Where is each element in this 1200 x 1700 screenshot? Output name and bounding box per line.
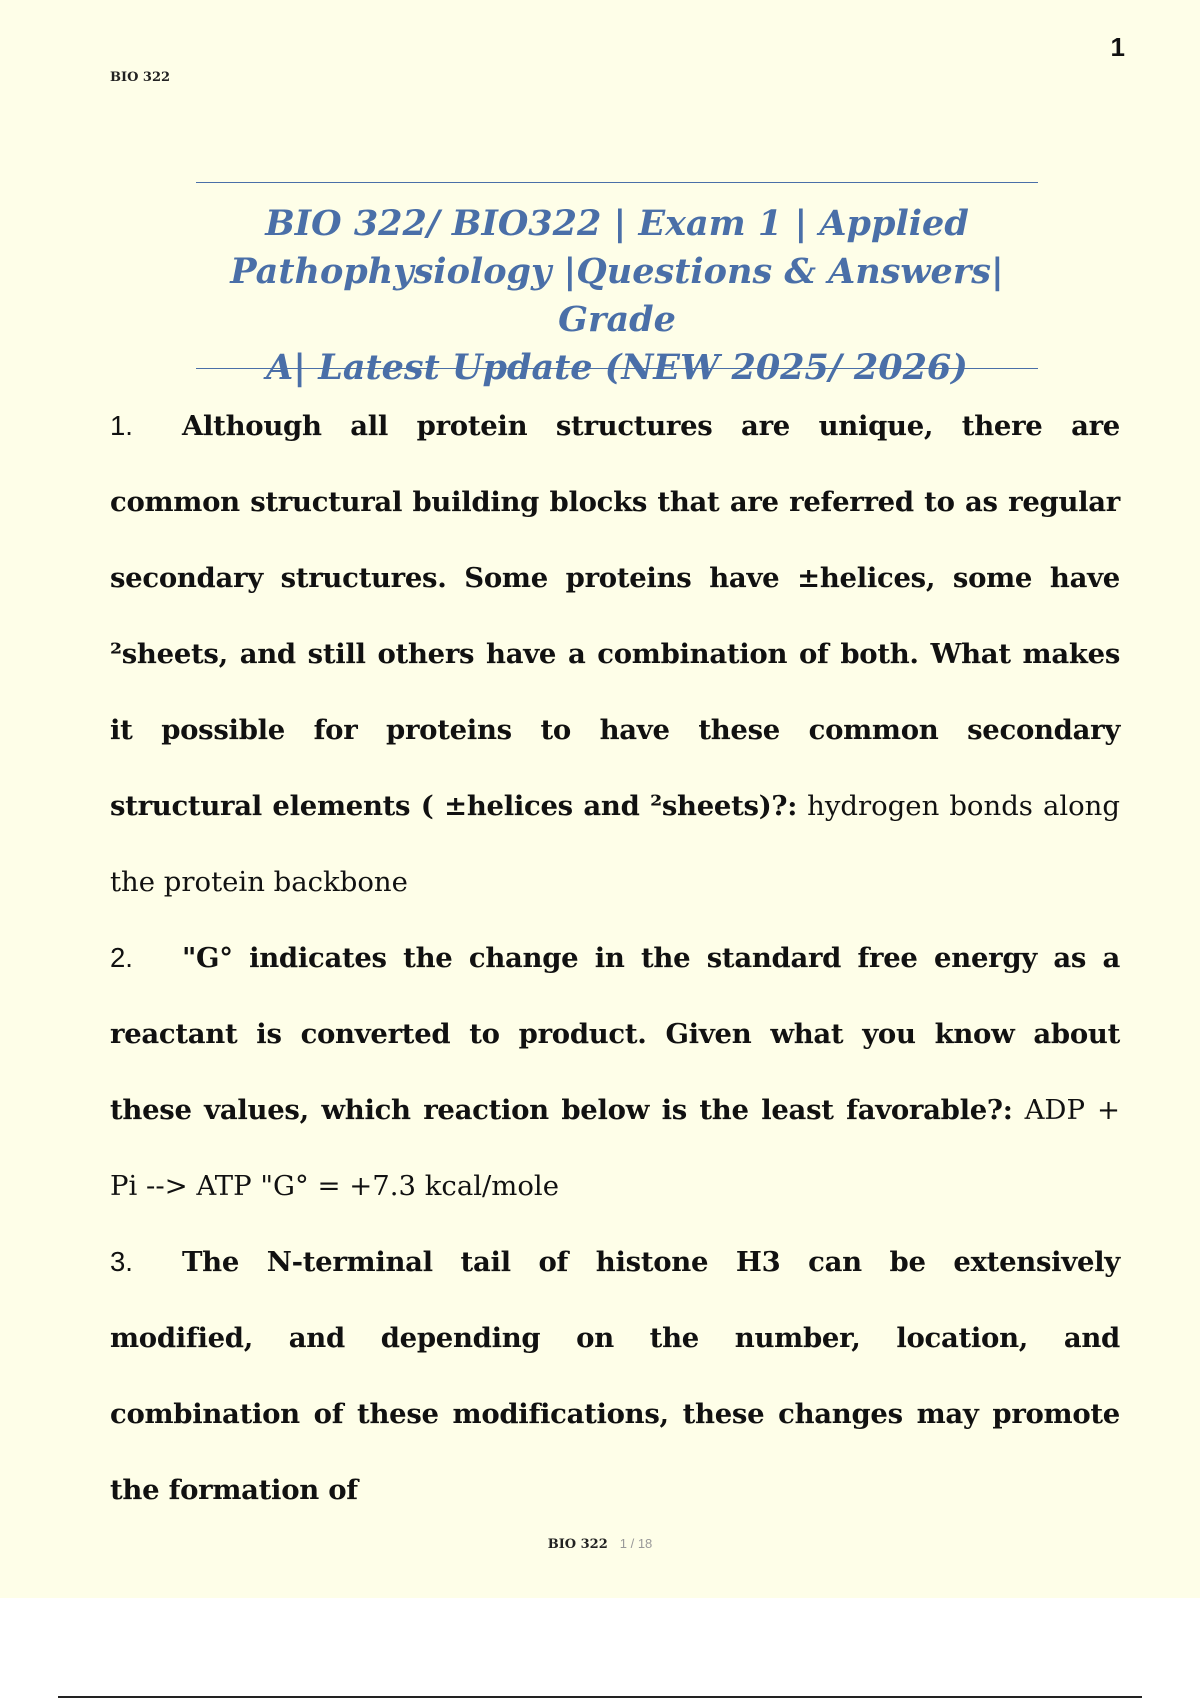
title-rule-bottom xyxy=(196,368,1038,369)
page-number: 1 xyxy=(1110,32,1125,62)
document-title xyxy=(196,200,1038,392)
footer-page-indicator: 1 / 18 xyxy=(619,1536,653,1551)
question-text: The N-terminal tail of histone H3 can be extensively modified, and depending on the number, location, and combination of these modifications, these changes may promote the formation of xyxy=(110,1246,1120,1506)
title-line: BIO 322/ BIO322 | Exam 1 | Applied xyxy=(265,203,969,244)
title-line: Pathophysiology |Questions & Answers| Grade xyxy=(230,251,1004,340)
title-rule-top xyxy=(196,182,1038,183)
footer-label: BIO 322 xyxy=(547,1537,608,1552)
question-text: Although all protein structures are unique, there are common structural building blocks that are referred to as regular secondary structures. Some proteins have ±helices, some have ²sheets, and still others have a combination of both. What makes it possible for proteins to have these common secondary structural elements ( ±helices and ²sheets)?: xyxy=(110,410,1120,822)
title-line: A| Latest Update (NEW 2025/ 2026) xyxy=(266,347,968,388)
question-number: 1. xyxy=(110,410,133,441)
header-label: BIO 322 xyxy=(110,70,171,85)
question-number: 3. xyxy=(110,1246,133,1277)
question-text: "G° indicates the change in the standard free energy as a reactant is converted to product. Given what you know about these values, which reaction below is the least favorable?: xyxy=(110,942,1120,1126)
next-page-rule xyxy=(58,1696,1142,1698)
question-item xyxy=(110,1224,1120,1528)
question-answer: hydrogen bonds along the protein backbone xyxy=(110,790,1121,898)
question-item xyxy=(110,920,1120,1224)
questions-list xyxy=(110,388,1120,1528)
question-item xyxy=(110,388,1120,920)
page-footer xyxy=(0,1536,1200,1552)
question-answer: ADP + Pi --> ATP "G° = +7.3 kcal/mole xyxy=(110,1094,1120,1202)
question-number: 2. xyxy=(110,942,133,973)
